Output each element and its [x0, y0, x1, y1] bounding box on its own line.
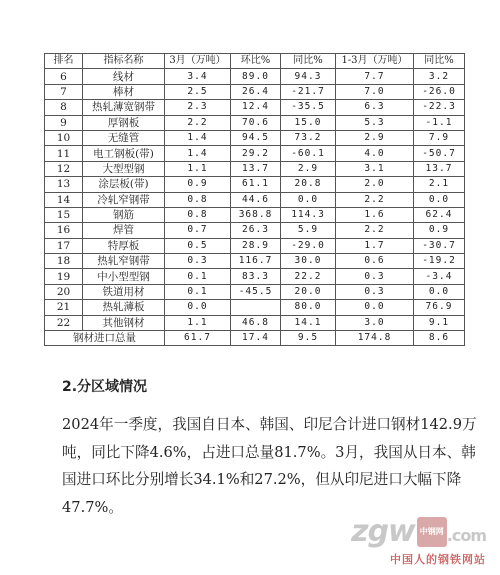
- watermark-logo: [351, 514, 486, 551]
- value-cell: 4.0: [336, 146, 414, 161]
- col-header-rank: 排名: [45, 54, 83, 69]
- table-row: [45, 69, 465, 84]
- value-cell: 70.6: [231, 115, 281, 130]
- value-cell: 0.3: [336, 269, 414, 284]
- indicator-cell: 棒材: [83, 84, 165, 99]
- value-cell: 1.4: [165, 130, 231, 145]
- value-cell: 22.2: [281, 269, 336, 284]
- value-cell: 0.0: [414, 192, 465, 207]
- indicator-cell: 厚钢板: [83, 115, 165, 130]
- value-cell: -1.1: [414, 115, 465, 130]
- value-cell: -45.5: [231, 284, 281, 299]
- steel-import-table: [44, 53, 465, 346]
- indicator-cell: 钢筋: [83, 207, 165, 222]
- value-cell: 368.8: [231, 207, 281, 222]
- value-cell: 0.1: [165, 269, 231, 284]
- value-cell: 1.4: [165, 146, 231, 161]
- indicator-cell: 其他钢材: [83, 315, 165, 330]
- rank-cell: 14: [45, 192, 83, 207]
- rank-cell: 7: [45, 84, 83, 99]
- rank-cell: 12: [45, 161, 83, 176]
- value-cell: 2.5: [165, 84, 231, 99]
- value-cell: -21.7: [281, 84, 336, 99]
- value-cell: 0.9: [414, 223, 465, 238]
- watermark: [351, 514, 486, 567]
- value-cell: 0.6: [336, 254, 414, 269]
- value-cell: 15.0: [281, 115, 336, 130]
- section-heading: 2.分区域情况: [62, 379, 148, 395]
- table-row: [45, 130, 465, 145]
- value-cell: 28.9: [231, 238, 281, 253]
- total-cell: 8.6: [414, 331, 465, 346]
- value-cell: -29.0: [281, 238, 336, 253]
- value-cell: 7.9: [414, 130, 465, 145]
- value-cell: 3.4: [165, 69, 231, 84]
- table-row: [45, 146, 465, 161]
- value-cell: 0.7: [165, 223, 231, 238]
- rank-cell: 13: [45, 177, 83, 192]
- table-total-row: [45, 331, 465, 346]
- value-cell: -26.0: [414, 84, 465, 99]
- value-cell: 0.3: [165, 254, 231, 269]
- total-cell: 9.5: [281, 331, 336, 346]
- value-cell: 3.0: [336, 315, 414, 330]
- value-cell: 2.9: [336, 130, 414, 145]
- value-cell: 0.1: [165, 284, 231, 299]
- value-cell: 1.1: [165, 315, 231, 330]
- value-cell: 0.5: [165, 238, 231, 253]
- rank-cell: 11: [45, 146, 83, 161]
- rank-cell: 21: [45, 300, 83, 315]
- value-cell: 5.9: [281, 223, 336, 238]
- table-row: [45, 161, 465, 176]
- value-cell: 20.0: [281, 284, 336, 299]
- rank-cell: 18: [45, 254, 83, 269]
- total-cell: 17.4: [231, 331, 281, 346]
- value-cell: -50.7: [414, 146, 465, 161]
- indicator-cell: 热轧薄宽钢带: [83, 100, 165, 115]
- table-row: [45, 192, 465, 207]
- value-cell: 0.0: [336, 300, 414, 315]
- indicator-cell: 热轧窄钢带: [83, 254, 165, 269]
- total-cell: 174.8: [336, 331, 414, 346]
- table-row: [45, 269, 465, 284]
- value-cell: 7.0: [336, 84, 414, 99]
- value-cell: 14.1: [281, 315, 336, 330]
- col-header-yoy: 同比%: [281, 54, 336, 69]
- value-cell: 2.2: [336, 192, 414, 207]
- rank-cell: 17: [45, 238, 83, 253]
- table-row: [45, 238, 465, 253]
- table-row: [45, 300, 465, 315]
- total-cell: 61.7: [165, 331, 231, 346]
- table-row: [45, 84, 465, 99]
- value-cell: 61.1: [231, 177, 281, 192]
- value-cell: 9.1: [414, 315, 465, 330]
- watermark-logo-text: zgw: [351, 514, 415, 549]
- value-cell: -19.2: [414, 254, 465, 269]
- value-cell: 26.4: [231, 84, 281, 99]
- value-cell: 2.3: [165, 100, 231, 115]
- table-row: [45, 100, 465, 115]
- col-header-march-volume: 3月（万吨）: [165, 54, 231, 69]
- value-cell: 13.7: [414, 161, 465, 176]
- table-header-row: [45, 54, 465, 69]
- rank-cell: 8: [45, 100, 83, 115]
- value-cell: 2.2: [336, 223, 414, 238]
- value-cell: 94.5: [231, 130, 281, 145]
- value-cell: 44.6: [231, 192, 281, 207]
- value-cell: 2.0: [336, 177, 414, 192]
- watermark-badge: 中钢网: [417, 517, 447, 547]
- col-header-mom: 环比%: [231, 54, 281, 69]
- value-cell: 0.8: [165, 192, 231, 207]
- indicator-cell: 焊管: [83, 223, 165, 238]
- table-row: [45, 115, 465, 130]
- value-cell: -22.3: [414, 100, 465, 115]
- table-row: [45, 254, 465, 269]
- value-cell: 76.9: [414, 300, 465, 315]
- indicator-cell: 中小型型钢: [83, 269, 165, 284]
- value-cell: 62.4: [414, 207, 465, 222]
- value-cell: 29.2: [231, 146, 281, 161]
- value-cell: 26.3: [231, 223, 281, 238]
- value-cell: 2.2: [165, 115, 231, 130]
- value-cell: 6.3: [336, 100, 414, 115]
- value-cell: 116.7: [231, 254, 281, 269]
- table-row: [45, 284, 465, 299]
- indicator-cell: 冷轧窄钢带: [83, 192, 165, 207]
- value-cell: 30.0: [281, 254, 336, 269]
- value-cell: 0.0: [165, 300, 231, 315]
- value-cell: 0.9: [165, 177, 231, 192]
- indicator-cell: 线材: [83, 69, 165, 84]
- watermark-tagline: 中国人的钢铁网站: [390, 553, 486, 566]
- indicator-cell: 大型型钢: [83, 161, 165, 176]
- value-cell: 0.0: [281, 192, 336, 207]
- value-cell: 1.1: [165, 161, 231, 176]
- rank-cell: 6: [45, 69, 83, 84]
- rank-cell: 9: [45, 115, 83, 130]
- value-cell: 13.7: [231, 161, 281, 176]
- table-row: [45, 207, 465, 222]
- watermark-suffix: .com: [446, 526, 486, 545]
- rank-cell: 19: [45, 269, 83, 284]
- value-cell: 2.1: [414, 177, 465, 192]
- rank-cell: 20: [45, 284, 83, 299]
- indicator-cell: 无缝管: [83, 130, 165, 145]
- region-paragraph: 2024年一季度，我国自日本、韩国、印尼合计进口钢材142.9万吨，同比下降4.6%，占进口总量81.7%。3月，我国从日本、韩国进口环比分别增长34.1%和27.2%，但从印尼进口大幅下降47.7%。: [62, 416, 477, 516]
- col-header-indicator: 指标名称: [83, 54, 165, 69]
- indicator-cell: 涂层板(带): [83, 177, 165, 192]
- value-cell: 20.8: [281, 177, 336, 192]
- value-cell: -30.7: [414, 238, 465, 253]
- indicator-cell: 热轧薄板: [83, 300, 165, 315]
- rank-cell: 16: [45, 223, 83, 238]
- value-cell: [231, 300, 281, 315]
- value-cell: -35.5: [281, 100, 336, 115]
- value-cell: 1.7: [336, 238, 414, 253]
- col-header-q1-yoy: 同比%: [414, 54, 465, 69]
- rank-cell: 10: [45, 130, 83, 145]
- indicator-cell: 铁道用材: [83, 284, 165, 299]
- table-row: [45, 223, 465, 238]
- total-label: 钢材进口总量: [45, 331, 165, 346]
- value-cell: 94.3: [281, 69, 336, 84]
- indicator-cell: 电工钢板(带): [83, 146, 165, 161]
- value-cell: 73.2: [281, 130, 336, 145]
- value-cell: 3.1: [336, 161, 414, 176]
- value-cell: 2.9: [281, 161, 336, 176]
- value-cell: 114.3: [281, 207, 336, 222]
- table-row: [45, 177, 465, 192]
- value-cell: 0.8: [165, 207, 231, 222]
- value-cell: 1.6: [336, 207, 414, 222]
- value-cell: 0.0: [414, 284, 465, 299]
- value-cell: 7.7: [336, 69, 414, 84]
- value-cell: 0.3: [336, 284, 414, 299]
- value-cell: -3.4: [414, 269, 465, 284]
- indicator-cell: 特厚板: [83, 238, 165, 253]
- rank-cell: 15: [45, 207, 83, 222]
- value-cell: -60.1: [281, 146, 336, 161]
- value-cell: 5.3: [336, 115, 414, 130]
- value-cell: 89.0: [231, 69, 281, 84]
- value-cell: 80.0: [281, 300, 336, 315]
- table-row: [45, 315, 465, 330]
- rank-cell: 22: [45, 315, 83, 330]
- value-cell: 83.3: [231, 269, 281, 284]
- value-cell: 12.4: [231, 100, 281, 115]
- col-header-q1-volume: 1-3月（万吨）: [336, 54, 414, 69]
- value-cell: 46.8: [231, 315, 281, 330]
- value-cell: 3.2: [414, 69, 465, 84]
